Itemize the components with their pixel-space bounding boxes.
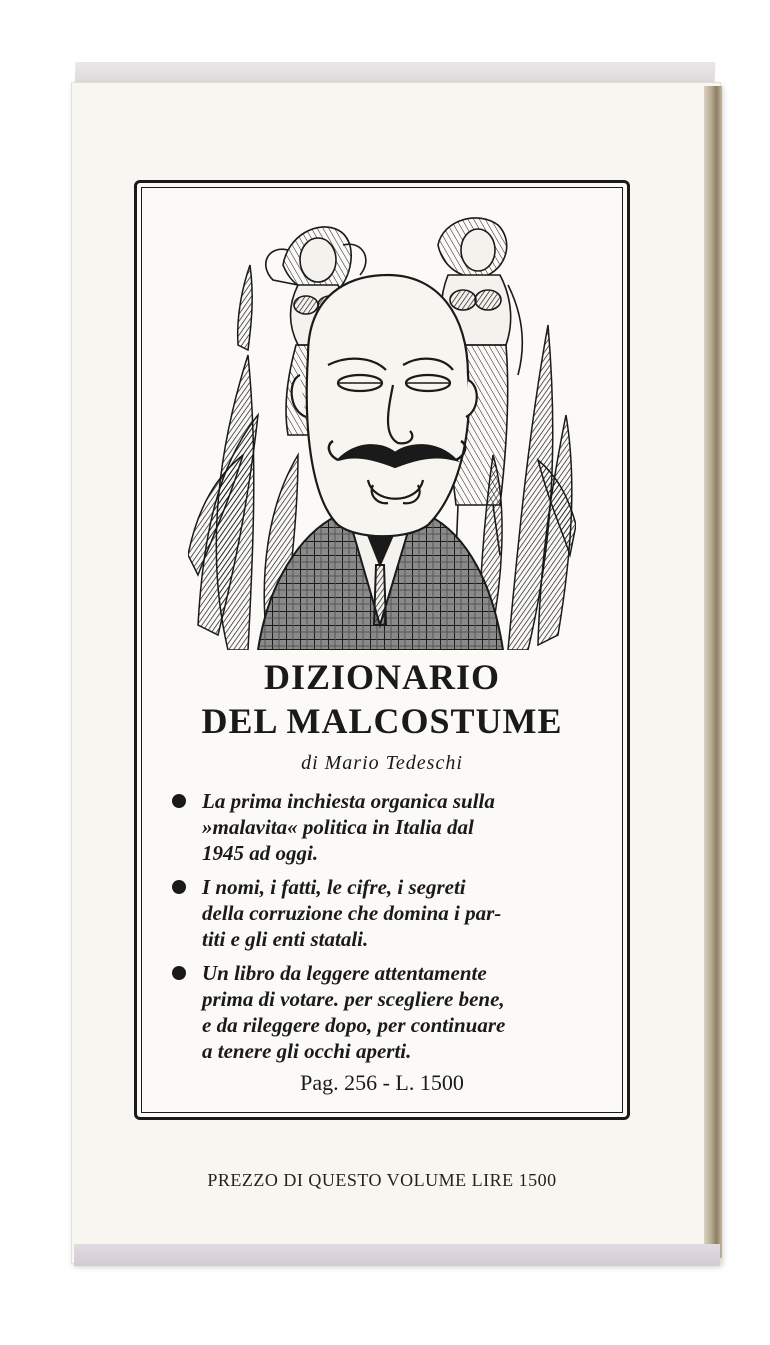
book-title-line-2: DEL MALCOSTUME	[201, 701, 563, 741]
pages-and-price: Pag. 256 - L. 1500	[300, 1070, 464, 1095]
feature-item	[170, 960, 598, 1064]
book-title-line-1: DIZIONARIO	[263, 657, 501, 697]
feature-line: Un libro da leggere attentamente	[202, 961, 487, 985]
bullet-dot-icon	[172, 794, 186, 808]
feature-line: 1945 ad oggi.	[202, 841, 319, 865]
feature-line: La prima inchiesta organica sulla	[202, 789, 495, 813]
book-spine	[704, 86, 722, 1258]
feature-list	[170, 788, 598, 1072]
feature-line: I nomi, i fatti, le cifre, i segreti	[202, 875, 466, 899]
feature-text	[202, 874, 598, 952]
bullet-dot-icon	[172, 966, 186, 980]
feature-item	[170, 788, 598, 866]
book-author: di Mario Tedeschi	[301, 752, 463, 774]
caricature-engraving-icon	[188, 205, 576, 650]
feature-item	[170, 874, 598, 952]
feature-line: »malavita« politica in Italia dal	[202, 815, 474, 839]
man-head	[292, 275, 477, 536]
book-bottom-edge	[74, 1244, 720, 1266]
cover-price: PREZZO DI QUESTO VOLUME LIRE 1500	[207, 1170, 557, 1190]
feature-text	[202, 960, 598, 1064]
feature-line: titi e gli enti statali.	[202, 927, 369, 951]
feature-line: e da rileggere dopo, per continuare	[202, 1013, 506, 1037]
feature-text	[202, 788, 598, 866]
bullet-dot-icon	[172, 880, 186, 894]
feature-line: della corruzione che domina i par-	[202, 901, 502, 925]
feature-line: prima di votare. per scegliere bene,	[202, 987, 505, 1011]
feature-line: a tenere gli occhi aperti.	[202, 1039, 412, 1063]
